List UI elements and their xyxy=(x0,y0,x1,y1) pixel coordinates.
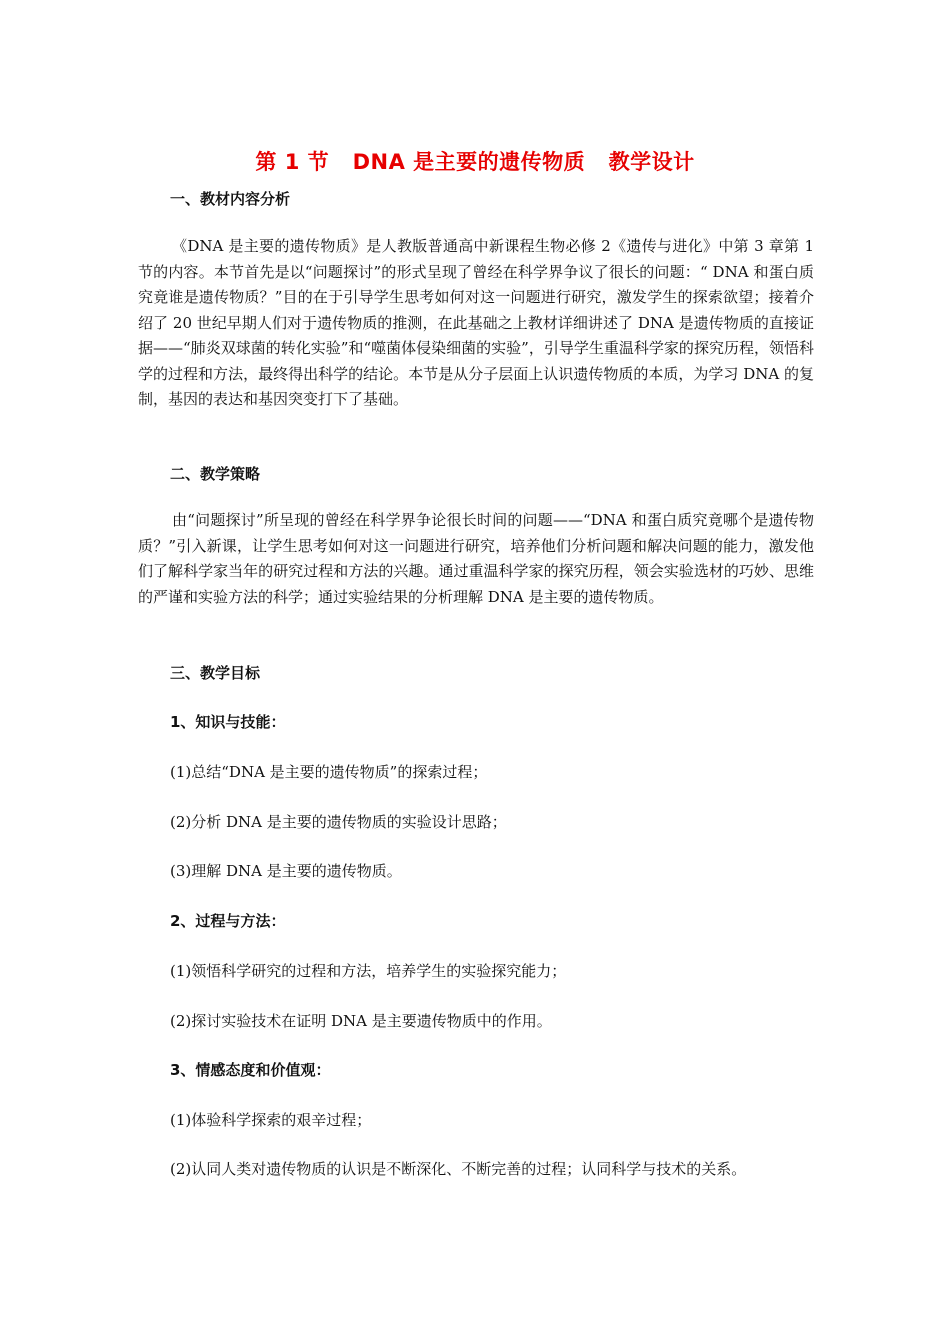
subsection-process-heading: 2、过程与方法： xyxy=(170,912,286,930)
section1-heading: 一、教材内容分析 xyxy=(170,190,291,208)
section1-paragraph: 《DNA 是主要的遗传物质》是人教版普通高中新课程生物必修 2《遗传与进化》中第 3 章第 1 节的内容。本节首先是以“问题探讨”的形式呈现了曾经在科学界争议了很长的问题：“ DNA 和蛋白质究竟谁是遗传物质？”目的在于引导学生思考如何对这一问题进行研究，激发学生的探索欲望；接着介绍了 20 世纪早期人们对于遗传物质的推测，在此基础之上教材详细讲述了 DNA 是遗传物质的直接证据——“肺炎双球菌的转化实验”和“噬菌体侵染细菌的实验”，引导学生重温科学家的探究历程，领悟科学的过程和方法，最终得出科学的结论。本节是从分子层面上认识遗传物质的本质，为学习 DNA 的复制，基因的表达和基因突变打下了基础。 xyxy=(138,237,814,408)
knowledge-item-1: (1)总结“DNA 是主要的遗传物质”的探索过程； xyxy=(170,763,488,781)
section3-heading: 三、教学目标 xyxy=(170,664,261,682)
process-item-1: (1)领悟科学研究的过程和方法，培养学生的实验探究能力； xyxy=(170,962,567,980)
process-item-2: (2)探讨实验技术在证明 DNA 是主要遗传物质中的作用。 xyxy=(170,1012,552,1030)
document-title: 第 1 节 DNA 是主要的遗传物质 教学设计 xyxy=(255,150,695,174)
values-item-2: (2)认同人类对遗传物质的认识是不断深化、不断完善的过程；认同科学与技术的关系。 xyxy=(170,1160,747,1178)
values-item-1: (1)体验科学探索的艰辛过程； xyxy=(170,1111,372,1129)
subsection-knowledge-heading: 1、知识与技能： xyxy=(170,713,286,731)
knowledge-item-3: (3)理解 DNA 是主要的遗传物质。 xyxy=(170,862,402,880)
knowledge-item-2: (2)分析 DNA 是主要的遗传物质的实验设计思路； xyxy=(170,813,507,831)
section2-heading: 二、教学策略 xyxy=(170,465,261,483)
section2-paragraph: 由“问题探讨”所呈现的曾经在科学界争论很长时间的问题——“DNA 和蛋白质究竟哪个是遗传物质？”引入新课，让学生思考如何对这一问题进行研究，培养他们分析问题和解决问题的能力，激发他们了解科学家当年的研究过程和方法的兴趣。通过重温科学家的探究历程，领会实验选材的巧妙、思维的严谨和实验方法的科学；通过实验结果的分析理解 DNA 是主要的遗传物质。 xyxy=(138,511,814,606)
subsection-values-heading: 3、情感态度和价值观： xyxy=(170,1061,331,1079)
